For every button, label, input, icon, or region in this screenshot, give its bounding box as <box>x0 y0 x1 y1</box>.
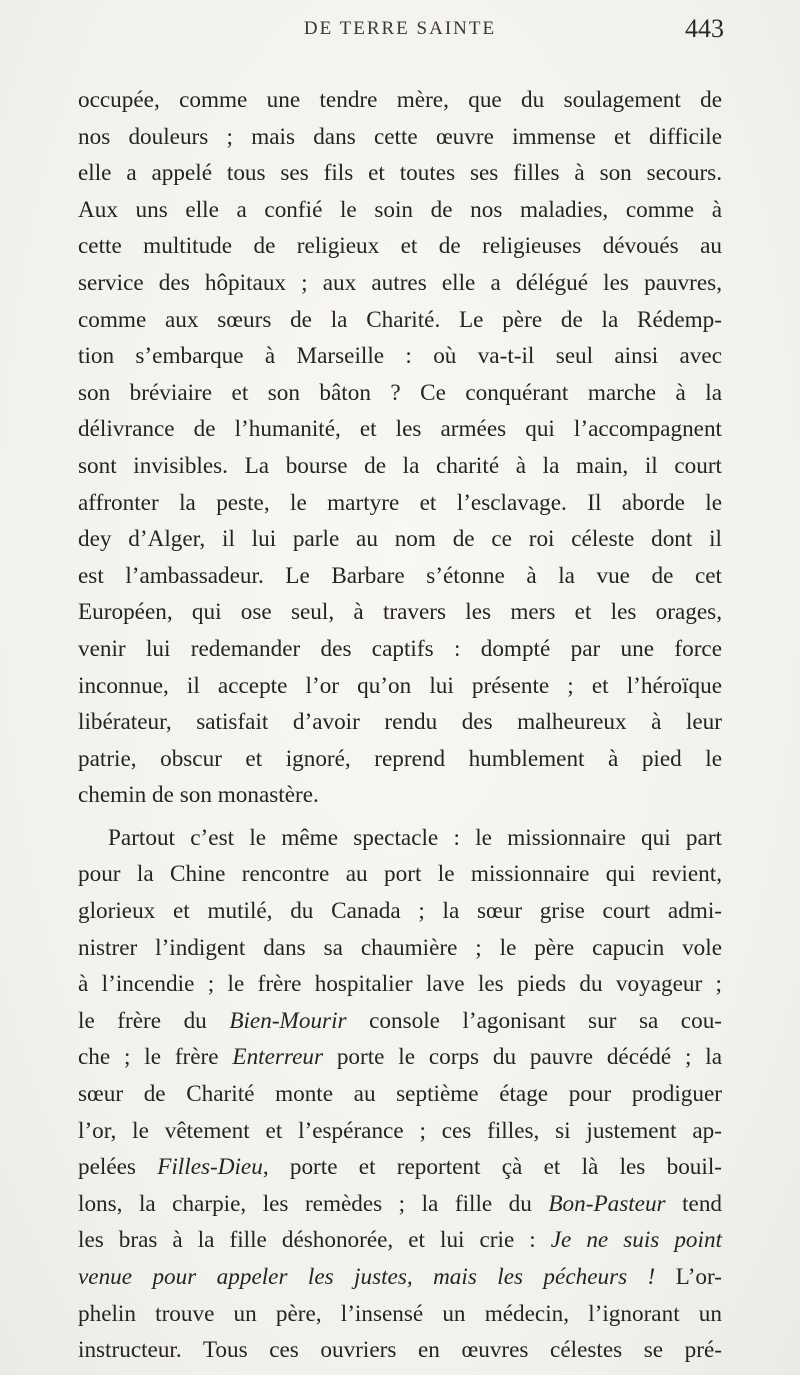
text-line: sont invisibles. La bourse de la charité à la main, il court <box>78 452 722 479</box>
text-line: occupée, comme une tendre mère, que du soulagement de <box>78 87 722 113</box>
text-run: che ; le frère <box>78 1044 233 1071</box>
text-line: pour la Chine rencontre au port le missionnaire qui revient, <box>78 861 722 888</box>
text-line: Européen, qui ose seul, à travers les mers et les orages, <box>78 599 722 626</box>
text-line: tion s’embarque à Marseille : où va-t-il seul ainsi avec <box>78 343 722 370</box>
paragraph-2 <box>78 820 722 1369</box>
text-line: elle a appelé tous ses fils et toutes ses filles à son secours. <box>78 160 722 187</box>
text-line: l’or, le vêtement et l’espérance ; ces filles, si justement ap- <box>78 1117 722 1144</box>
text-line: comme aux sœurs de la Charité. Le père de la Rédemp- <box>78 306 722 333</box>
page-number: 443 <box>685 14 724 43</box>
text-line <box>78 1186 722 1223</box>
text-line: son bréviaire et son bâton ? Ce conquérant marche à la <box>78 379 722 406</box>
text-line: patrie, obscur et ignoré, reprend humblement à pied le <box>78 745 722 772</box>
italic-run: Filles-Dieu <box>157 1154 263 1181</box>
italic-run: Bien-Mourir <box>229 1007 347 1034</box>
text-line <box>78 1003 722 1040</box>
text-run: les bras à la fille déshonorée, et lui crie : <box>78 1227 551 1254</box>
text-line: affronter la peste, le martyre et l’esclavage. Il aborde le <box>78 489 722 516</box>
text-line <box>78 1039 722 1076</box>
text-line: libérateur, satisfait d’avoir rendu des malheureux à leur <box>78 709 722 736</box>
text-line: service des hôpitaux ; aux autres elle a délégué les pauvres, <box>78 269 722 296</box>
text-run: console l’agonisant sur sa cou- <box>346 1007 723 1034</box>
text-line <box>78 1222 722 1259</box>
text-run: le frère du <box>78 1007 230 1034</box>
text-line: venir lui redemander des captifs : dompté par une force <box>78 635 722 662</box>
italic-run: Enterreur <box>232 1044 323 1071</box>
text-run: tend <box>665 1190 723 1217</box>
running-title: DE TERRE SAINTE <box>303 18 497 39</box>
text-line: délivrance de l’humanité, et les armées qui l’accompagnent <box>78 416 722 443</box>
italic-run: Je ne suis point <box>550 1227 723 1254</box>
text-line: sœur de Charité monte au septième étage pour prodiguer <box>78 1081 722 1108</box>
text-run: lons, la charpie, les remèdes ; la fille du <box>78 1190 549 1217</box>
text-line: dey d’Alger, il lui parle au nom de ce roi céleste dont il <box>78 526 722 553</box>
text-line: chemin de son monastère. <box>78 782 319 809</box>
text-line: Partout c’est le même spectacle : le missionnaire qui part <box>108 824 722 851</box>
text-line: nos douleurs ; mais dans cette œuvre immense et difficile <box>78 123 722 150</box>
text-line: phelin trouve un père, l’insensé un médecin, l’ignorant un <box>78 1300 722 1327</box>
running-head <box>0 8 800 48</box>
text-line: instructeur. Tous ces ouvriers en œuvres célestes se pré- <box>78 1337 722 1364</box>
text-run: porte le corps du pauvre décédé ; la <box>323 1044 722 1071</box>
text-line <box>78 1149 722 1186</box>
text-line: à l’incendie ; le frère hospitalier lave les pieds du voyageur ; <box>78 971 722 998</box>
paragraph-1 <box>78 82 722 814</box>
italic-run: venue pour appeler les justes, mais les pécheurs ! <box>78 1264 656 1290</box>
text-line: cette multitude de religieux et de religieuses dévoués au <box>78 233 722 260</box>
italic-run: Bon-Pasteur <box>548 1190 666 1217</box>
body-text <box>78 82 722 1369</box>
text-line: Aux uns elle a confié le soin de nos maladies, comme à <box>78 196 722 223</box>
text-run: pelées <box>78 1154 158 1181</box>
text-line: nistrer l’indigent dans sa chaumière ; le père capucin vole <box>78 934 722 961</box>
text-run: L’or- <box>655 1264 722 1290</box>
text-line: glorieux et mutilé, du Canada ; la sœur grise court admi- <box>78 898 722 925</box>
text-line <box>78 1259 722 1296</box>
text-run: , porte et reportent çà et là les bouil- <box>262 1154 722 1181</box>
text-line: est l’ambassadeur. Le Barbare s’étonne à la vue de cet <box>78 562 722 589</box>
text-line: inconnue, il accepte l’or qu’on lui présente ; et l’héroïque <box>78 672 722 699</box>
